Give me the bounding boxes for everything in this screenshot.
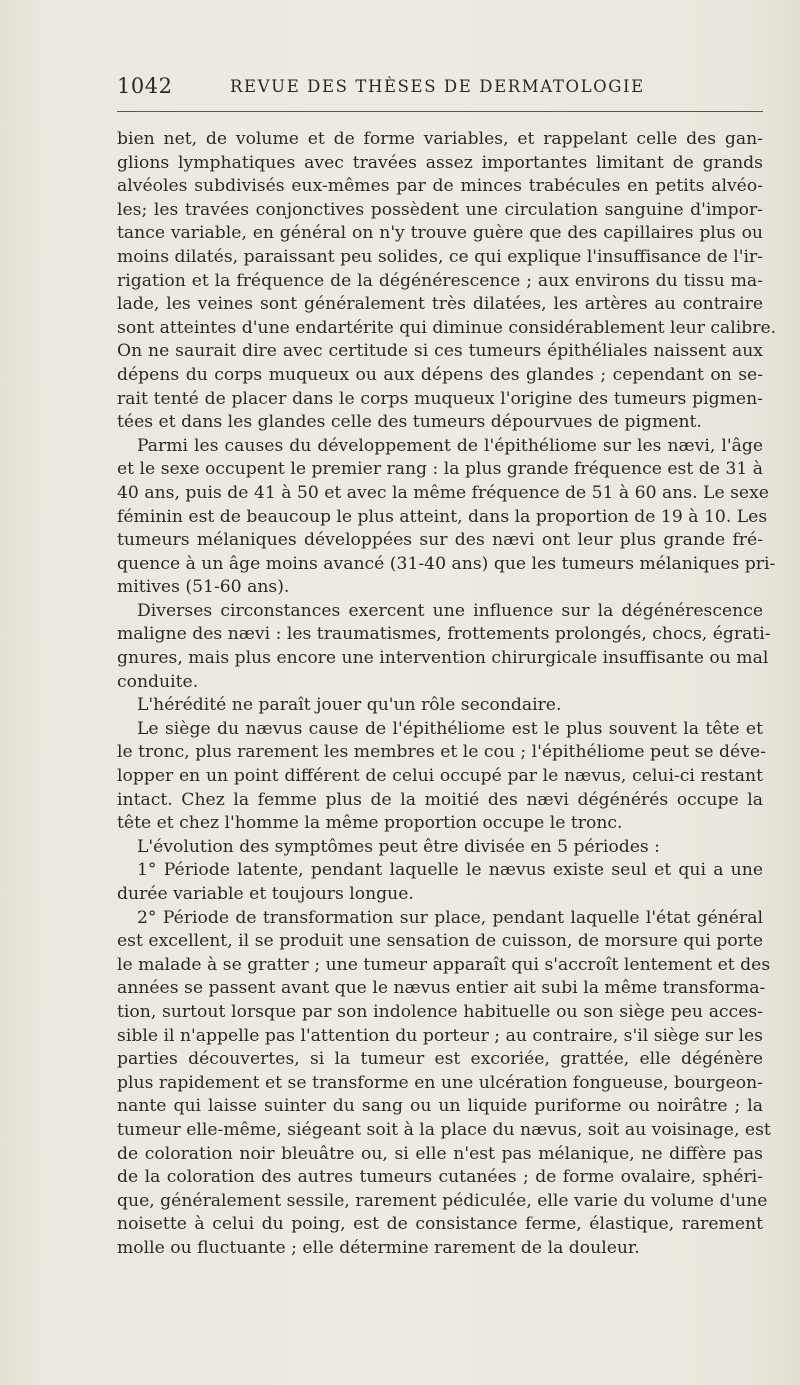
text-line: tumeurs mélaniques développées sur des nævi ont leur plus grande fré- (117, 530, 763, 551)
text-line: tumeur elle-même, siégeant soit à la place du nævus, soit au voisinage, est (117, 1119, 771, 1140)
text-line: glions lymphatiques avec travées assez importantes limitant de grands (117, 152, 763, 173)
text-line: alvéoles subdivisés eux-mêmes par de minces trabécules en petits alvéo- (117, 176, 763, 197)
running-title: REVUE DES THÈSES DE DERMATOLOGIE (230, 77, 645, 96)
text-line: et le sexe occupent le premier rang : la plus grande fréquence est de 31 à (117, 459, 763, 480)
text-line: plus rapidement et se transforme en une ulcération fongueuse, bourgeon- (117, 1072, 763, 1093)
text-line: les; les travées conjonctives possèdent une circulation sanguine d'impor- (117, 199, 763, 220)
text-line: Parmi les causes du développement de l'épithéliome sur les nævi, l'âge (137, 435, 763, 456)
text-line: féminin est de beaucoup le plus atteint, dans la proportion de 19 à 10. Les (117, 506, 768, 527)
text-line: le malade à se gratter ; une tumeur apparaît qui s'accroît lentement et des (117, 954, 771, 975)
header-rule (117, 111, 763, 112)
text-line: L'évolution des symptômes peut être divisée en 5 périodes : (137, 836, 660, 857)
text-line: quence à un âge moins avancé (31-40 ans) que les tumeurs mélaniques pri- (117, 553, 776, 574)
text-line: sible il n'appelle pas l'attention du porteur ; au contraire, s'il siège sur les (117, 1025, 763, 1046)
text-line: conduite. (117, 671, 199, 692)
text-line: rigation et la fréquence de la dégénérescence ; aux environs du tissu ma- (117, 270, 763, 291)
text-line: durée variable et toujours longue. (117, 884, 414, 904)
text-line: gnures, mais plus encore une intervention chirurgicale insuffisante ou mal (117, 648, 769, 669)
text-line: sont atteintes d'une endartérite qui diminue considérablement leur calibre. (117, 317, 777, 338)
text-line: tées et dans les glandes celle des tumeurs dépourvues de pigment. (117, 412, 702, 433)
text-line: rait tenté de placer dans le corps muqueux l'origine des tumeurs pigmen- (117, 388, 763, 409)
text-line: tance variable, en général on n'y trouve guère que des capillaires plus ou (117, 223, 763, 244)
text-line: noisette à celui du poing, est de consistance ferme, élastique, rarement (117, 1214, 763, 1235)
text-line: bien net, de volume et de forme variables, et rappelant celle des gan- (117, 129, 763, 149)
text-line: molle ou fluctuante ; elle détermine rarement de la douleur. (117, 1237, 640, 1258)
text-line: tête et chez l'homme la même proportion occupe le tronc. (117, 813, 623, 834)
text-line: dépens du corps muqueux ou aux dépens des glandes ; cependant on se- (117, 364, 763, 385)
text-line: Le siège du nævus cause de l'épithéliome est le plus souvent la tête et (137, 718, 763, 739)
text-line: intact. Chez la femme plus de la moitié des nævi dégénérés occupe la (117, 789, 763, 810)
text-line: On ne saurait dire avec certitude si ces tumeurs épithéliales naissent aux (117, 341, 763, 362)
text-line: 40 ans, puis de 41 à 50 et avec la même fréquence de 51 à 60 ans. Le sexe (117, 482, 769, 503)
text-line: Diverses circonstances exercent une influence sur la dégénérescence (137, 600, 763, 621)
text-line: de coloration noir bleuâtre ou, si elle n'est pas mélanique, ne diffère pas (117, 1143, 763, 1164)
text-line: lopper en un point différent de celui occupé par le nævus, celui-ci restant (117, 766, 763, 787)
body-text (117, 128, 777, 1261)
text-line: est excellent, il se produit une sensation de cuisson, de morsure qui porte (117, 931, 763, 952)
text-line: 1° Période latente, pendant laquelle le nævus existe seul et qui a une (137, 860, 763, 881)
page-number: 1042 (117, 74, 173, 98)
text-line: années se passent avant que le nævus entier ait subi la même transforma- (117, 978, 766, 999)
text-line: tion, surtout lorsque par son indolence habituelle ou son siège peu acces- (117, 1001, 763, 1022)
text-line: lade, les veines sont généralement très dilatées, les artères au contraire (117, 294, 763, 315)
text-line: mitives (51-60 ans). (117, 577, 290, 598)
text-line: parties découvertes, si la tumeur est excoriée, grattée, elle dégénère (117, 1049, 763, 1070)
text-line: moins dilatés, paraissant peu solides, ce qui explique l'insuffisance de l'ir- (117, 246, 763, 267)
text-line: L'hérédité ne paraît jouer qu'un rôle secondaire. (137, 695, 562, 716)
text-line: que, généralement sessile, rarement pédiculée, elle varie du volume d'une (117, 1190, 768, 1211)
text-line: nante qui laisse suinter du sang ou un liquide puriforme ou noirâtre ; la (117, 1096, 763, 1117)
page-header (117, 74, 762, 104)
text-line: de la coloration des autres tumeurs cutanées ; de forme ovalaire, sphéri- (117, 1167, 763, 1188)
text-line: le tronc, plus rarement les membres et le cou ; l'épithéliome peut se déve- (117, 742, 766, 763)
text-line: maligne des nævi : les traumatismes, frottements prolongés, chocs, égrati- (117, 624, 771, 645)
text-line: 2° Période de transformation sur place, pendant laquelle l'état général (137, 907, 763, 928)
